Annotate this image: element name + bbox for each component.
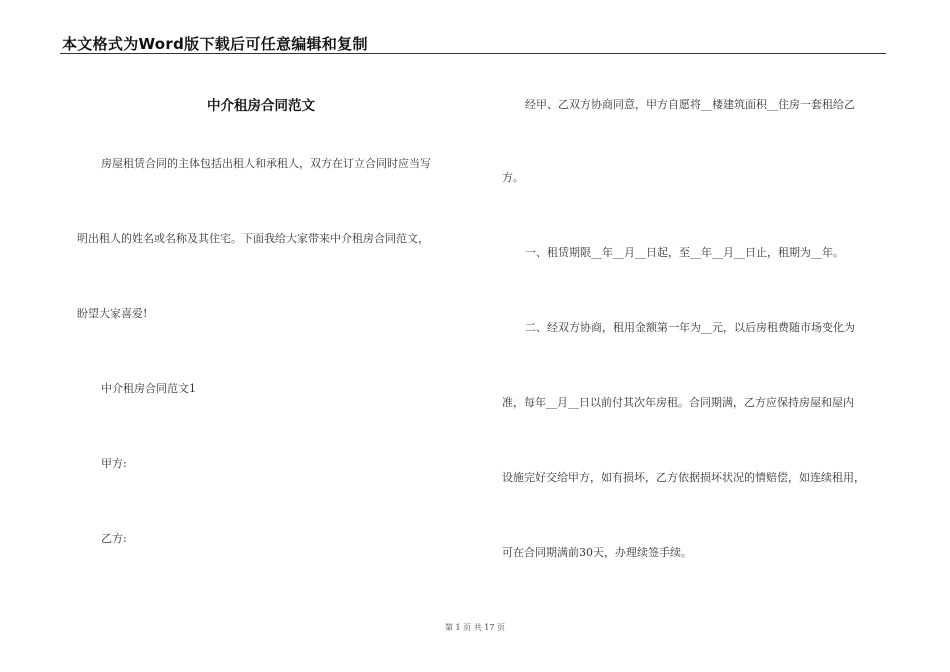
rent-clause-line-3: 设施完好交给甲方，如有损坏，乙方依据损坏状况的情赔偿，如连续租用， <box>502 471 865 484</box>
right-paragraph-line-2: 方。 <box>502 171 524 184</box>
right-paragraph-line-1: 经甲、乙双方协商同意，甲方自愿将__楼建筑面积__住房一套租给乙 <box>525 98 855 111</box>
document-title: 中介租房合同范文 <box>207 98 315 114</box>
left-paragraph-line-1: 房屋租赁合同的主体包括出租人和承租人，双方在订立合同时应当写 <box>101 157 431 170</box>
contract-subtitle: 中介租房合同范文1 <box>101 382 196 395</box>
rent-clause-line-2: 准，每年__月__日以前付其次年房租。合同期满，乙方应保持房屋和屋内 <box>502 396 854 409</box>
lease-term-clause: 一、租赁期限__年__月__日起，至__年__月__日止，租期为__年。 <box>525 246 844 259</box>
header-divider <box>60 53 886 54</box>
rent-clause-line-1: 二、经双方协商，租用金额第一年为__元，以后房租费随市场变化为 <box>525 321 855 334</box>
left-paragraph-line-2: 明出租人的姓名或名称及其住宅。下面我给大家带来中介租房合同范文， <box>77 232 429 245</box>
party-b-label: 乙方: <box>101 532 127 545</box>
party-a-label: 甲方: <box>101 457 127 470</box>
page-number-footer: 第 1 页 共 17 页 <box>445 623 505 632</box>
left-paragraph-line-3: 盼望大家喜爱! <box>77 307 148 320</box>
rent-clause-line-4: 可在合同期满前30天，办理续签手续。 <box>502 546 692 559</box>
document-header-title: 本文格式为Word版下载后可任意编辑和复制 <box>62 35 368 53</box>
